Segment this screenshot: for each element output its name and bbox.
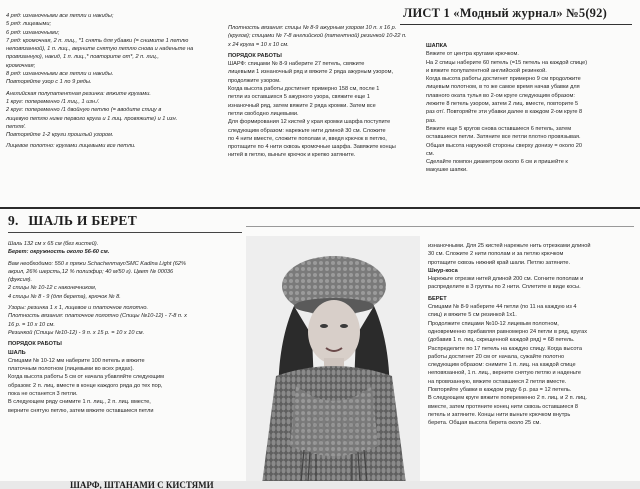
section-divider: [0, 207, 640, 209]
text-line: Английская полупатентная резинка: вяжите кругами.: [6, 90, 151, 97]
model-photo: [246, 236, 420, 484]
text-line: 30 см. Сложите 2 нити пополам и за петлю крючком: [428, 251, 564, 258]
text-line: 16 р. = 10 х 10 см.: [8, 321, 55, 328]
text-line: 2 круг: попеременно /1 двойную петлю (= вводите спицу в: [6, 107, 162, 114]
section-title-rule-right: [246, 226, 634, 227]
text-line: нитей в петлю, выньте крючок и крепко затяните.: [228, 152, 356, 159]
text-line: петли свободно лицевыми.: [228, 110, 299, 117]
text-line: плавного оката тулья во 2-ом круге следующим образом:: [426, 92, 575, 99]
text-line: На 2 спицы наберите 60 петель (=15 петель на каждой спице): [426, 59, 588, 66]
text-line: Плотность вязания: платочное полотно (Спицы №10-12) - 7-8 п. х: [8, 313, 187, 320]
text-line: Спицами № 8-9 наберите 44 петли (по 11 на каждую из 4: [428, 304, 577, 311]
bottom-right-column: [428, 242, 634, 428]
text-line: протащите по 4 нити сквозь кромочные шарфа. Завяжите концы: [228, 144, 396, 151]
text-line: платочным полотном (лицевыми во всех рядах).: [8, 366, 134, 373]
text-line: 4 спицы № 8 - 9 (для берета), крючок № 8.: [8, 293, 121, 300]
text-line: раз.: [426, 117, 437, 124]
text-line: Вяжите еще 5 кругов снова оставшиеся 6 петель, затем: [426, 125, 572, 132]
text-line: распределите в 3 группы по 2 нити. Сплетите в виде косы.: [428, 284, 581, 291]
page-header: ЛИСТ 1 «Модный журнал» №5(92): [403, 6, 607, 20]
text-line: ШАРФ: спицами № 8-9 наберите 27 петель, свяжите: [228, 61, 365, 68]
text-line: Шнур-коса: [428, 267, 458, 274]
text-line: петли из оставшихся 5 ажурного узора, свяжите еще 1: [228, 94, 370, 101]
text-line: лицевую петлю ниже первого круга и 1 лиц. провяжите) и 1 изн.: [6, 115, 178, 122]
text-line: лицевыми 1 изнаночный ряд и вяжите 2 ряда ажурным узором,: [228, 69, 394, 76]
text-line: неповязанной, 1 п. лиц., верните снятую петлю и наденьте: [428, 370, 581, 377]
text-line: Когда высота работы достигнет примерно 9 см продолжите: [426, 76, 581, 83]
section-title-rule: [8, 232, 242, 233]
text-line: одновременно прибавляя равномерно 24 петли в ряд, кругах: [428, 328, 588, 335]
text-line: пока не останется 3 петли.: [8, 391, 78, 398]
text-line: по 4 нити вместе, сложите пополам и, введя крючок в петлю,: [228, 135, 387, 142]
text-line: 4 ряд: изнаночными все петли и накиды;: [6, 13, 114, 19]
section-title-text: ШАЛЬ И БЕРЕТ: [28, 213, 138, 228]
text-line: 6 ряд: изнаночными;: [6, 29, 60, 36]
text-line: В следующем круге вяжите попеременно 2 п. лиц. и 2 п. лиц.: [428, 395, 587, 402]
text-line: 2 спицы № 10-12 с наконечником,: [8, 285, 97, 292]
text-line: Спицами № 10-12 мм наберите 100 петель и вяжите: [8, 357, 145, 364]
text-line: петля/.: [6, 123, 26, 130]
next-section-title: ШАРФ, ШТАНАМИ С КИСТЯМИ: [70, 480, 214, 489]
text-line: Резинкой (Спицы №10-12) - 9 п. х 15 р. = 10 х 10 см.: [8, 329, 145, 336]
text-line: Вам необходимо: 550 г пряжи Schachenmayr/SMC Kadina Light (62%: [8, 260, 186, 267]
text-line: (кругов); спицами № 7-8 английской (патентной) резинкой 10-22 п.: [228, 33, 407, 40]
text-line: Общая высота наружной стороны сверху донизу = около 20: [426, 142, 582, 149]
section-number: 9.: [8, 213, 19, 228]
text-line: оставшиеся петли. Затяните все петли плотно провязывая.: [426, 134, 581, 141]
text-line: Вяжите от центра кругами крючком.: [426, 51, 519, 58]
text-line: 7 ряд: кромочная, 2 п. лиц., *1 снять для убавки (= снимите 1 петлю: [6, 37, 189, 44]
text-line: Нарежьте отрезки нитей длиной 200 см. Согните пополам и: [428, 276, 584, 283]
text-line: вместе, затем протяните конец нити сквозь оставшиеся 8: [428, 403, 579, 410]
text-line: Лицевое полотно: кругами лицевыми все петли.: [6, 143, 136, 150]
text-line: Сделайте помпон диаметром около 6 см и пришейте к: [426, 159, 568, 166]
text-line: раз от/. Повторяйте эти убавки далее в каждом 2-ом круге 8: [426, 109, 583, 116]
text-line: изнаночный ряд, затем вяжите 2 ряда кромки. Затем все: [228, 102, 376, 109]
text-line: Продолжите спицами №10-12 лицевым полотном,: [428, 320, 559, 327]
text-line: работы достигнет 20 см от начала, сужайте полотно: [428, 353, 565, 360]
text-line: и вяжите полупатентной английской резинкой.: [426, 67, 547, 74]
text-line: 5 ряд: лицевыми;: [6, 21, 52, 28]
text-line: макушке шапки.: [426, 167, 468, 174]
text-line: следующим образом: снимите 1 п. лиц. на каждой спице: [428, 362, 576, 369]
text-line: Плотность вязания: спицы № 8-9 ажурным узором 10 п. х 16 р.: [228, 25, 397, 31]
text-line: спиц) и вяжите 5 см резинкой 1х1.: [428, 312, 517, 319]
text-line: Для формирования 12 кистей у края кромки шарфа поступите: [228, 119, 391, 126]
text-line: петель и затяните. Концы нити выньте крючком внутрь: [428, 411, 571, 418]
text-line: БЕРЕТ: [428, 295, 447, 302]
text-line: Повторяйте узор с 1 по 9 ряды.: [6, 79, 92, 86]
bottom-left-column: [8, 240, 238, 415]
text-line: 1 круг: попеременно /1 лиц., 1 изн./.: [6, 98, 100, 105]
text-line: Повторяйте убавки в каждом ряду 6 р. раз = 12 петель.: [428, 387, 572, 394]
section-title: [8, 213, 137, 229]
text-line: Шаль 132 см х 65 см (без кистей).: [8, 241, 99, 247]
text-line: следующим образом: нарежьте нити длиной 30 см. Сложите: [228, 127, 386, 134]
text-line: см.: [426, 150, 435, 157]
woman-in-beret-and-shawl-image: [246, 236, 420, 484]
text-line: образом: 2 п. лиц. вместе в конце каждого ряда до тех пор,: [8, 382, 163, 389]
text-line: продолжите узором.: [228, 77, 281, 84]
text-line: берета. Общая высота берета около 25 см.: [428, 420, 541, 427]
text-line: Узоры: резинка 1 х 1, лицевое и платочное полотно.: [8, 305, 149, 312]
text-line: Повторяйте 1-2 круги прошлый узором.: [6, 132, 114, 139]
text-line: кромочная;: [6, 62, 36, 69]
text-line: на провязанную, вяжите оставшиеся 2 петли вместе.: [428, 378, 567, 385]
top-right-column: [426, 42, 632, 175]
text-line: неповязанной), 1 п. лиц., верните снятую петлю снова и наденьте на: [6, 46, 194, 53]
text-line: ПОРЯДОК РАБОТЫ: [8, 341, 62, 348]
text-line: ПОРЯДОК РАБОТЫ: [228, 52, 282, 59]
text-line: ШАЛЬ: [8, 349, 26, 356]
text-line: 8 ряд: изнаночными все петли и накиды.: [6, 71, 114, 78]
text-line: Берет: окружность около 56-60 см.: [8, 249, 110, 256]
text-line: верните снятую петлю, затем вяжите оставшиеся петли: [8, 407, 154, 414]
text-line: изнаночными. Для 25 кистей нарежьте нить отрезками длиной: [428, 243, 591, 249]
top-left-column: [6, 12, 216, 151]
text-line: лицевым полотном, в то же самое время начав убавки для: [426, 84, 580, 91]
top-middle-column: [228, 24, 406, 160]
text-line: Когда высота работы 5 см от начала убавляйте следующим: [8, 374, 164, 381]
text-line: В следующем ряду снимите 1 п. лиц., 2 п. лиц. вместе,: [8, 399, 151, 406]
text-line: (добавив 1 п. лиц. скрещенной каждой ряд) = 68 петель.: [428, 337, 575, 344]
text-line: акрил, 26% шерсть,12 % полиэфир; 40 м/50 г). Цвет № 00036: [8, 268, 174, 275]
text-line: Распределите по 17 петель на каждую спицу. Когда высота: [428, 345, 582, 352]
text-line: провязанную), накид, 1 п. лиц.,* повторите от*, 2 п. лиц.,: [6, 54, 159, 61]
text-line: ШАПКА: [426, 43, 448, 49]
header-rule: [400, 24, 632, 25]
text-line: лежите 8 петель узором, затем 2 лиц. вместе, повторите 5: [426, 101, 579, 108]
text-line: Когда высота работы достигнет примерно 158 см, после 1: [228, 86, 380, 93]
text-line: х 24 круга = 10 х 10 см.: [228, 41, 289, 48]
text-line: (фуксия).: [8, 277, 33, 284]
text-line: протащите сквозь нижний край шали. Петлю затяните.: [428, 259, 571, 266]
